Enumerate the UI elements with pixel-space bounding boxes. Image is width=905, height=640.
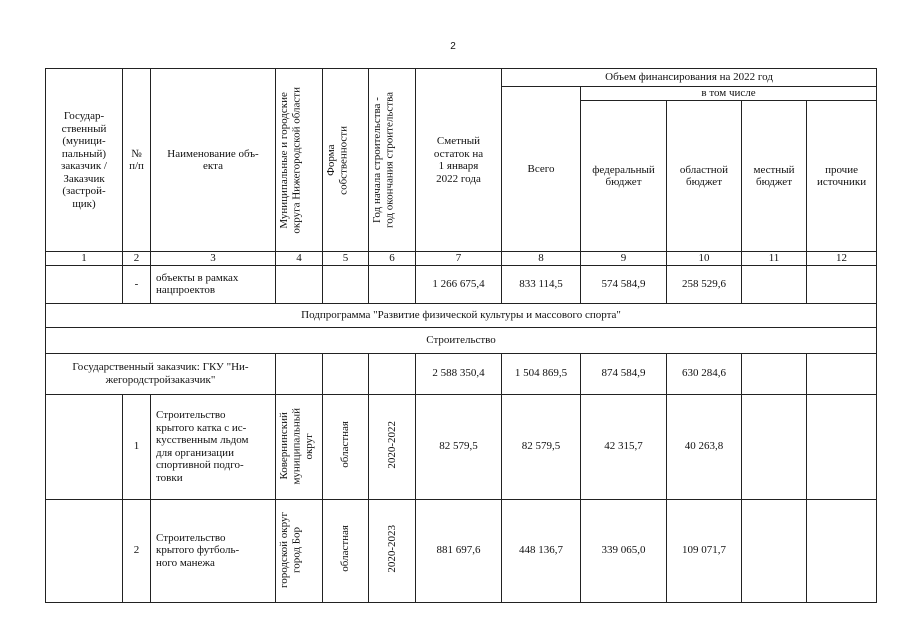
cell-balance: 82 579,5 xyxy=(416,394,502,499)
cell-total: 1 504 869,5 xyxy=(502,353,581,394)
financing-table xyxy=(45,68,877,603)
cell-other xyxy=(807,499,877,602)
cell-municipality: Ковернинский муниципальный округ xyxy=(276,394,323,499)
table-row-item-2 xyxy=(46,499,877,602)
cell-other xyxy=(807,394,877,499)
cell-years: 2020-2023 xyxy=(369,499,416,602)
header-years: Год начала строительства - год окончания строительства xyxy=(369,69,416,252)
cell-object-name: Строительство крытого катка с ис- кусственным льдом для организации спортивной подго- товки xyxy=(151,394,276,499)
header-row-1 xyxy=(46,69,877,87)
cell-other xyxy=(807,265,877,303)
table-row-customer xyxy=(46,353,877,394)
cell-balance: 1 266 675,4 xyxy=(416,265,502,303)
cell-ownership xyxy=(323,353,369,394)
cell-years xyxy=(369,353,416,394)
header-total: Всего xyxy=(502,87,581,252)
column-number: 10 xyxy=(667,252,742,266)
cell-no: 1 xyxy=(123,394,151,499)
cell-local xyxy=(742,394,807,499)
column-number: 3 xyxy=(151,252,276,266)
column-number: 6 xyxy=(369,252,416,266)
table-row-subprogram xyxy=(46,303,877,327)
header-including: в том числе xyxy=(581,87,877,101)
cell-regional: 40 263,8 xyxy=(667,394,742,499)
header-federal: федеральный бюджет xyxy=(581,101,667,252)
header-other: прочие источники xyxy=(807,101,877,252)
cell-balance: 881 697,6 xyxy=(416,499,502,602)
cell-ownership xyxy=(323,265,369,303)
header-no: № п/п xyxy=(123,69,151,252)
cell-customer xyxy=(46,265,123,303)
cell-customer xyxy=(46,499,123,602)
header-municipality: Муниципальные и городские округа Нижегородской области xyxy=(276,69,323,252)
cell-local xyxy=(742,353,807,394)
cell-object-name: объекты в рамках нацпроектов xyxy=(151,265,276,303)
cell-municipality xyxy=(276,353,323,394)
cell-years: 2020-2022 xyxy=(369,394,416,499)
column-number: 12 xyxy=(807,252,877,266)
header-local: местный бюджет xyxy=(742,101,807,252)
header-ownership: Форма собственности xyxy=(323,69,369,252)
cell-regional: 630 284,6 xyxy=(667,353,742,394)
cell-no: 2 xyxy=(123,499,151,602)
table-row-section xyxy=(46,327,877,353)
column-number: 4 xyxy=(276,252,323,266)
cell-object-name: Строительство крытого футболь- ного манежа xyxy=(151,499,276,602)
column-number: 9 xyxy=(581,252,667,266)
cell-federal: 339 065,0 xyxy=(581,499,667,602)
column-number: 1 xyxy=(46,252,123,266)
column-number: 5 xyxy=(323,252,369,266)
cell-total: 833 114,5 xyxy=(502,265,581,303)
cell-regional: 258 529,6 xyxy=(667,265,742,303)
header-object-name: Наименование объ- екта xyxy=(151,69,276,252)
cell-customer-name: Государственный заказчик: ГКУ "Ни- жегородстройзаказчик" xyxy=(46,353,276,394)
cell-ownership: областная xyxy=(323,394,369,499)
table-row-national-projects xyxy=(46,265,877,303)
column-number-row xyxy=(46,252,877,266)
cell-federal: 574 584,9 xyxy=(581,265,667,303)
column-number: 8 xyxy=(502,252,581,266)
cell-total: 448 136,7 xyxy=(502,499,581,602)
header-balance: Сметный остаток на 1 января 2022 года xyxy=(416,69,502,252)
column-number: 2 xyxy=(123,252,151,266)
cell-local xyxy=(742,499,807,602)
cell-balance: 2 588 350,4 xyxy=(416,353,502,394)
cell-other xyxy=(807,353,877,394)
cell-total: 82 579,5 xyxy=(502,394,581,499)
cell-federal: 42 315,7 xyxy=(581,394,667,499)
header-customer: Государ- ственный (муници- пальный) заказчик / Заказчик (застрой- щик) xyxy=(46,69,123,252)
page-number: 2 xyxy=(450,41,456,52)
header-regional: областной бюджет xyxy=(667,101,742,252)
cell-years xyxy=(369,265,416,303)
cell-municipality xyxy=(276,265,323,303)
column-number: 11 xyxy=(742,252,807,266)
table-row-item-1 xyxy=(46,394,877,499)
cell-ownership: областная xyxy=(323,499,369,602)
section-title: Строительство xyxy=(46,327,877,353)
cell-regional: 109 071,7 xyxy=(667,499,742,602)
column-number: 7 xyxy=(416,252,502,266)
cell-customer xyxy=(46,394,123,499)
cell-local xyxy=(742,265,807,303)
cell-no: - xyxy=(123,265,151,303)
cell-municipality: городской округ город Бор xyxy=(276,499,323,602)
subprogram-title: Подпрограмма "Развитие физической культуры и массового спорта" xyxy=(46,303,877,327)
cell-federal: 874 584,9 xyxy=(581,353,667,394)
header-funding-group: Объем финансирования на 2022 год xyxy=(502,69,877,87)
